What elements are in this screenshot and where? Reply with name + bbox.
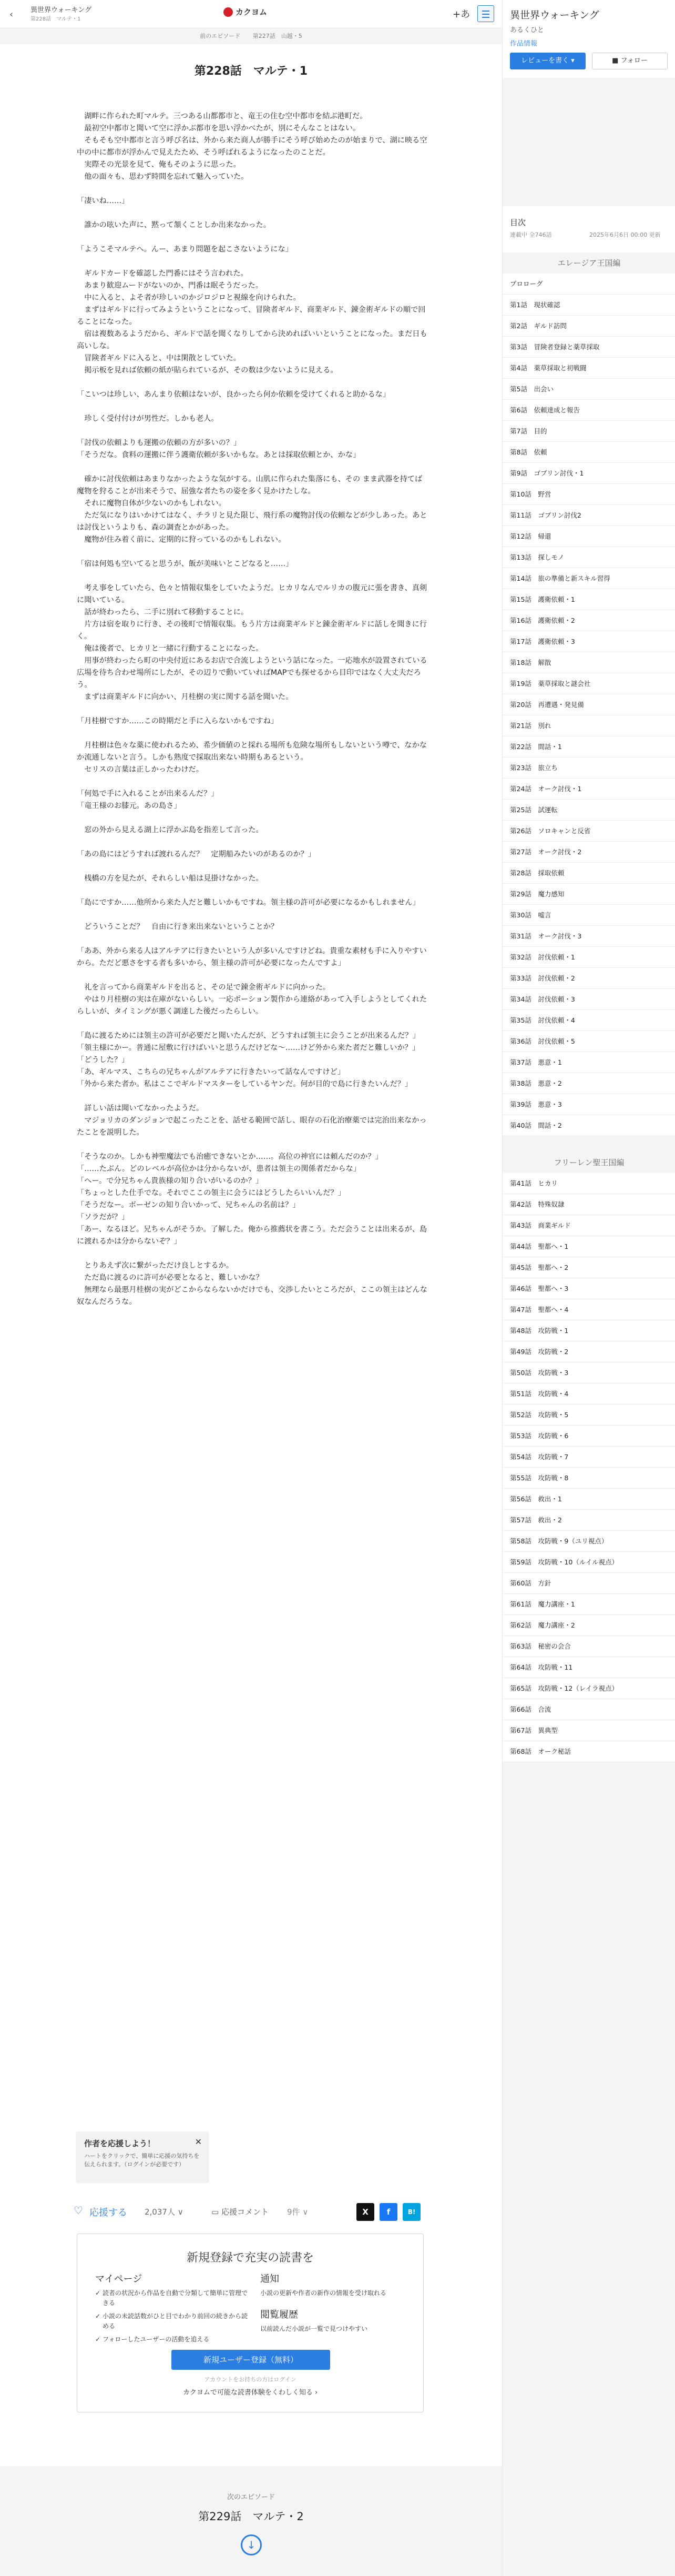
- toc-episode-item[interactable]: 第46話 聖都へ・3: [503, 1278, 675, 1299]
- share-x-button[interactable]: X: [356, 2203, 374, 2221]
- episode-paragraph: 「外から来た者か。私はここでギルドマスターをしているヤンだ。何が目的で島に行きたいんだ？」: [77, 1080, 413, 1088]
- toc-episode-item[interactable]: 第49話 攻防戦・2: [503, 1341, 675, 1362]
- learn-more-label: カクヨムで可能な読書体験をくわしく知る: [182, 2389, 313, 2397]
- toc-episode-item[interactable]: 第55話 攻防戦・8: [503, 1468, 675, 1489]
- toc-episode-item[interactable]: 第30話 嘘言: [503, 905, 675, 926]
- cheer-tooltip: [76, 2131, 209, 2183]
- cheer-button[interactable]: 応援する: [89, 2207, 127, 2218]
- chevron-left-icon[interactable]: ‹: [9, 9, 14, 20]
- episode-paragraph: そもそも空中都市と言う呼び名は、外から来た商人が勝手にそう呼び始めたのが始まりで、湖に映る空中の中に都市が浮かんで見えたため、そう呼ばれるようになったのことだ。: [77, 136, 427, 157]
- episode-paragraph: セリスの言葉は正しかったわけだ。: [84, 765, 203, 774]
- register-card: [77, 2234, 424, 2412]
- episode-paragraph: 考え事をしていたら、色々と情報収集をしていたようだ。ヒカリなんでルリカの腹元に張を書き、真剣に聞いている。: [77, 584, 427, 604]
- episode-paragraph: 最初空中都市と聞いて空に浮かぶ都市を思い浮かべたが、別にそんなことはない。: [84, 124, 361, 133]
- episode-title: 第228話 マルテ・1: [194, 65, 308, 78]
- episode-paragraph: 「こいつは珍しい、あんまり依頼はないが、良かったら何か依頼を受けてくれると助かるな」: [77, 390, 390, 399]
- toc-episode-item[interactable]: 第3話 冒険者登録と薬草採取: [503, 337, 675, 358]
- episode-paragraph: 中に入ると、よそ者が珍しいのかジロジロと視線を向けられた。: [84, 294, 301, 302]
- toc-episode-item[interactable]: 第42話 特殊奴隷: [503, 1194, 675, 1215]
- episode-paragraph: [77, 546, 428, 558]
- toc-episode-item[interactable]: 第23話 旅立ち: [503, 757, 675, 779]
- episode-paragraph: 実際その光景を見て、俺もそのように思った。: [84, 160, 241, 169]
- episode-paragraph: 「……たぶん。どのレベルが高位かは分からないが、患者は領主の関係者だからな」: [77, 1165, 361, 1173]
- comment-label: 応援コメント: [221, 2207, 269, 2217]
- review-label: レビューを書く: [521, 57, 569, 65]
- toc-episode-item[interactable]: 第68話 オーク秘話: [503, 1741, 675, 1762]
- episode-paragraph: [77, 836, 428, 848]
- episode-paragraph: [77, 776, 428, 788]
- toc-episode-item[interactable]: 第17話 護衛依頼・3: [503, 631, 675, 652]
- toc-episode-item[interactable]: 第31話 オーク討伐・3: [503, 926, 675, 947]
- episode-paragraph: [77, 231, 428, 244]
- episode-paragraph: [77, 1018, 428, 1030]
- toc-episode-item[interactable]: 第5話 出会い: [503, 379, 675, 400]
- toc-episode-item[interactable]: 第65話 攻防戦・12（レイラ視点）: [503, 1678, 675, 1699]
- episode-paragraph: 「そうだな。食料の運搬に伴う護衛依頼が多いかもな。あとは採取依頼とか、かな」: [77, 451, 361, 459]
- sidebar-work-title[interactable]: 異世界ウォーキング: [510, 9, 599, 21]
- episode-paragraph: 確かに討伐依頼はあまりなかったような気がする。山肌に作られた集落にも、その まま武器を持てば魔物を狩ることが出来そうで、屈強な者たちの姿を多く見かけたしな。: [77, 475, 423, 496]
- next-episode-title[interactable]: 第229話 マルテ・2: [198, 2510, 304, 2523]
- episode-paragraph: 俺は後者で、ヒカリと一緒に行動することになった。: [84, 644, 263, 653]
- toc-episode-item[interactable]: 第15話 護衛依頼・1: [503, 589, 675, 610]
- episode-paragraph: ギルドカードを確認した門番にはそう言われた。: [84, 269, 248, 278]
- episode-paragraph: 「そうなのか。しかも神聖魔法でも治癒できないとか……。高位の神官には頼んだのか？」: [77, 1153, 383, 1161]
- toc-episode-item[interactable]: 第26話 ソロキャンと反省: [503, 821, 675, 842]
- cheer-title: 作者を応援しよう！: [84, 2139, 156, 2148]
- toc-episode-item[interactable]: 第63話 秘密の会合: [503, 1636, 675, 1657]
- toc-episode-item[interactable]: 第25話 試運転: [503, 800, 675, 821]
- history-heading: 閲覧履歴: [260, 2309, 298, 2320]
- episode-paragraph: 「討伐の依頼よりも運搬の依頼の方が多いの？」: [77, 439, 241, 447]
- toc-chapter-title: フリーレン聖王国編: [554, 1158, 625, 1167]
- episode-paragraph: 「あ、ギルマス、こちらの兄ちゃんがアルテアに行きたいって話なんですけど」: [77, 1068, 345, 1076]
- logo-mark-icon: [223, 7, 233, 17]
- toc-episode-item[interactable]: 第54話 攻防戦・7: [503, 1447, 675, 1468]
- sidebar-author[interactable]: あるくひと: [510, 26, 545, 34]
- share-hatena-button[interactable]: B!: [403, 2203, 421, 2221]
- episode-paragraph: あまり歓迎ムードがないのか、門番は眠そうだった。: [84, 281, 263, 290]
- logo-text: カクヨム: [236, 7, 268, 17]
- episode-paragraph: 窓の外から見える湖上に浮かぶ島を指差して言った。: [84, 826, 263, 834]
- toc-episode-item[interactable]: 第51話 攻防戦・4: [503, 1383, 675, 1405]
- episode-paragraph: 「そうだなー。ボーゼンの知り合いかって、兄ちゃんの名前は？」: [77, 1201, 300, 1209]
- toc-episode-item[interactable]: 第40話 間話・2: [503, 1115, 675, 1136]
- mypage-section: [95, 2274, 253, 2345]
- prev-episode-title[interactable]: 第227話 山越・5: [252, 33, 302, 39]
- toc-episode-item[interactable]: 第27話 オーク討伐・2: [503, 842, 675, 863]
- episode-paragraph: まずは商業ギルドに向かい、月桂樹の実に関する話を聞いた。: [84, 693, 293, 701]
- episode-paragraph: どういうことだ？ 自由に行き来出来ないということか？: [84, 923, 279, 931]
- close-icon[interactable]: ✕: [195, 2137, 202, 2147]
- notify-section: [260, 2274, 407, 2334]
- toc-episode-item[interactable]: 第10話 野営: [503, 484, 675, 505]
- heart-icon[interactable]: ♡: [74, 2204, 83, 2217]
- header-episode-subtitle: 第228話 マルテ・1: [30, 16, 81, 22]
- episode-paragraph: [77, 401, 428, 413]
- toc-episode-item[interactable]: 第38話 悪意・2: [503, 1073, 675, 1094]
- episode-paragraph: 詳しい話は聞いてなかったようだ。: [84, 1104, 204, 1113]
- action-bar: [74, 2199, 426, 2222]
- toc-episode-item[interactable]: 第18話 解散: [503, 652, 675, 673]
- episode-paragraph: 桟橋の方を見たが、それらしい船は見掛けなかった。: [84, 874, 263, 883]
- episode-paragraph: まずはギルドに行ってみようということになって、冒険者ギルド、商業ギルド、錬金術ギルドの順で回ることになった。: [77, 306, 426, 326]
- toc-episode-item[interactable]: 第62話 魔力講座・2: [503, 1615, 675, 1636]
- mypage-item: ✓ 読者の状況から作品を自動で分類して簡単に管理できる: [95, 2288, 253, 2308]
- episode-paragraph: [77, 885, 428, 897]
- toc-episode-item[interactable]: 第14話 旅の準備と新スキル習得: [503, 568, 675, 589]
- next-episode-label: 次のエピソード: [227, 2493, 275, 2501]
- episode-paragraph: 誰かの呟いた声に、黙って頷くことしか出来なかった。: [84, 221, 271, 229]
- episode-paragraph: 片方は宿を取りに行き、その後町で情報収集。もう片方は商業ギルドと錬金術ギルドに話しを聞きに行く。: [77, 620, 427, 641]
- episode-paragraph: [77, 461, 428, 473]
- episode-paragraph: 「あの島にはどうすれば渡れるんだ？ 定期船みたいのがあるのか？」: [77, 850, 316, 858]
- episode-paragraph: 魔物が住み着く前に、定期的に狩っているのかもしれない。: [84, 536, 286, 544]
- sidebar: [502, 0, 675, 2576]
- episode-paragraph: 「島に渡るためには領主の許可が必要だと聞いたんだが、どうすれば領主に会うことが出来るんだ？」: [77, 1032, 420, 1040]
- toc-chapter-title: エレージア王国編: [557, 258, 621, 268]
- cheer-count-value: 2,037人: [145, 2207, 175, 2217]
- font-size-toggle[interactable]: +あ: [453, 9, 471, 20]
- episode-paragraph: 話が終わったら、二手に別れて移動することに。: [84, 608, 249, 617]
- toc-episode-item[interactable]: 第22話 間話・1: [503, 736, 675, 757]
- episode-list: [503, 0, 675, 2576]
- toc-episode-item[interactable]: 第2話 ギルド訪問: [503, 316, 675, 337]
- toc-episode-item[interactable]: 第64話 攻防戦・11: [503, 1657, 675, 1678]
- toc-episode-item[interactable]: 第45話 聖都へ・2: [503, 1257, 675, 1278]
- episode-paragraph: [77, 1090, 428, 1103]
- menu-icon[interactable]: [477, 5, 494, 22]
- toc-episode-item[interactable]: 第16話 護衛依頼・2: [503, 610, 675, 631]
- toc-episode-item[interactable]: 第50話 攻防戦・3: [503, 1362, 675, 1383]
- toc-episode-item[interactable]: 第44話 聖都へ・1: [503, 1236, 675, 1257]
- episode-paragraph: 冒険者ギルドに入ると、中は閑散としていた。: [84, 354, 241, 362]
- episode-paragraph: 「宿は何処も空いてると思うが、飯が美味いとこどなると……」: [77, 560, 293, 568]
- kakuyomu-logo[interactable]: [223, 6, 267, 17]
- episode-paragraph: 「ソラだが？」: [77, 1213, 129, 1221]
- login-link[interactable]: アカウントをお持ちの方はログイン: [204, 2376, 296, 2383]
- toc-episode-item[interactable]: 第39話 悪意・3: [503, 1094, 675, 1115]
- episode-paragraph: [77, 969, 428, 982]
- toc-episode-item[interactable]: 第67話 異典型: [503, 1720, 675, 1741]
- breadcrumb: [0, 28, 502, 44]
- episode-paragraph: 「ようこそマルテへ。んー、あまり問題を起こさないようにな」: [77, 245, 293, 254]
- episode-paragraph: 「ちょっとした仕手でな。それでここの領主に会うにはどうしたらいいんだ？」: [77, 1189, 345, 1197]
- toc-episode-item[interactable]: 第12話 帰還: [503, 526, 675, 547]
- learn-more-link[interactable]: カクヨムで可能な読書体験をくわしく知る ›: [182, 2389, 318, 2397]
- episode-paragraph: 「領主様にかー。普通に屋敷に行けばいいと思うんだけどな～……けど外から来た者だと難しいか？」: [77, 1044, 420, 1052]
- next-episode-section[interactable]: [0, 2466, 502, 2576]
- toc-episode-item[interactable]: 第32話 討伐依頼・1: [503, 947, 675, 968]
- cheer-description: ハートをクリックで、簡単に応援の気持ちを伝えられます。（ログインが必要です）: [84, 2153, 200, 2168]
- episode-paragraph: 宿は複数あるようだから、ギルドで話を聞くなりしてから決めればいいということになった。まだ日も高いしな。: [77, 330, 427, 350]
- notify-description: 小説の更新や作者の新作の情報を受け取れる: [260, 2289, 387, 2297]
- episode-paragraph: ただ島に渡るのに許可が必要となると、難しいかな？: [84, 1274, 263, 1282]
- mypage-item: ✓ 小説の未読話数がひと目でわかり前回の続きから読める: [95, 2311, 253, 2331]
- comment-count-value: 9件: [287, 2207, 300, 2217]
- episode-paragraph: 湖畔に作られた町マルテ。三つある山都都市と、竜王の住む空中都市を結ぶ港町だ。: [84, 112, 367, 120]
- episode-paragraph: 珍しく受付付けが男性だ。しかも老人。: [84, 415, 219, 423]
- episode-paragraph: 月桂樹は色々な薬に使われるため、希少価値のと採れる場所も危険な場所もしないという噂で、なかなか流通しないと言う。しかも熟度で採取出来ない時期もあるという。: [77, 741, 427, 762]
- toc-episode-item[interactable]: 第58話 攻防戦・9（ユリ視点）: [503, 1531, 675, 1552]
- toc-episode-item[interactable]: 第7話 目的: [503, 421, 675, 442]
- episode-paragraph: とりあえず次に繋がっただけ良しとするか。: [84, 1261, 233, 1270]
- toc-episode-item[interactable]: プロローグ: [503, 274, 675, 295]
- toc-episode-item[interactable]: 第59話 攻防戦・10（ルイル視点）: [503, 1552, 675, 1573]
- episode-paragraph: 掲示板を見れば依頼の紙が貼られているが、その数は少ないように見える。: [84, 366, 338, 375]
- episode-paragraph: [77, 909, 428, 921]
- register-title: 新規登録で充実の読書を: [186, 2251, 314, 2265]
- episode-paragraph: [77, 570, 428, 582]
- episode-paragraph: 「へー。で分兄ちゃん貴族様の知り合いがいるのか？」: [77, 1177, 263, 1185]
- toc-episode-item[interactable]: 第36話 討伐依頼・5: [503, 1031, 675, 1052]
- episode-paragraph: 他の面々も、思わず時間を忘れて魅入っていた。: [84, 173, 249, 181]
- toc-episode-item[interactable]: 第56話 救出・1: [503, 1489, 675, 1510]
- mypage-item: ✓ フォローしたユーザーの活動を追える: [95, 2335, 253, 2345]
- episode-paragraph: [77, 207, 428, 219]
- write-review-button[interactable]: レビューを書く ▾: [510, 53, 586, 69]
- episode-paragraph: 礼を言ってから商業ギルドを出ると、その足で錬金術ギルドに向かった。: [84, 983, 331, 992]
- episode-paragraph: [77, 1248, 428, 1260]
- top-header: [0, 0, 502, 28]
- toc-episode-item[interactable]: 第47話 聖都へ・4: [503, 1299, 675, 1320]
- toc-status: 連載中 全746話: [510, 231, 552, 238]
- episode-paragraph: 無理なら最悪月桂樹の実がどこからならないかだけでも、交渉したいところだが、ここの領主はどんな奴なんだろうな。: [77, 1286, 427, 1306]
- cheer-count[interactable]: 2,037人 ∨: [145, 2207, 183, 2217]
- toc-episode-item[interactable]: 第8話 依頼: [503, 442, 675, 463]
- toc-episode-item[interactable]: 第34話 討伐依頼・3: [503, 989, 675, 1010]
- toc-episode-item[interactable]: 第53話 攻防戦・6: [503, 1426, 675, 1447]
- episode-paragraph: [77, 377, 428, 389]
- episode-paragraph: 用事が終わったら町の中央付近にあるお店で合流しようという話になった。一応地水が設置されている広場を待ち合わせ場所にしたが、その辺りで動いていればMAPでも探せるから目印ではなく大丈夫だろう。: [77, 656, 427, 689]
- episode-paragraph: 「何処で手に入れることが出来るんだ？」: [77, 790, 219, 798]
- follow-label: フォロー: [620, 57, 648, 65]
- episode-paragraph: [77, 425, 428, 437]
- episode-paragraph: やはり月桂樹の実は在庫がないらしい。一応ポーション製作から連絡があって入手しようとしてくれたらしいが、タイミングが悪く調達した後だったらしい。: [77, 995, 427, 1016]
- toc-episode-item[interactable]: 第29話 魔力感知: [503, 884, 675, 905]
- toc-episode-item[interactable]: 第33話 討伐依頼・2: [503, 968, 675, 989]
- toc-heading: 目次: [510, 218, 526, 227]
- toc-episode-item[interactable]: 第60話 方針: [503, 1573, 675, 1594]
- toc-episode-item[interactable]: 第6話 依頼達成と報告: [503, 400, 675, 421]
- toc-episode-item[interactable]: 第66話 合流: [503, 1699, 675, 1720]
- prev-episode-link[interactable]: 前のエピソード: [200, 33, 241, 39]
- episode-paragraph: [77, 933, 428, 945]
- toc-episode-item[interactable]: 第43話 商業ギルド: [503, 1215, 675, 1236]
- toc-episode-item[interactable]: 第24話 オーク討伐・1: [503, 779, 675, 800]
- toc-episode-item[interactable]: 第37話 悪意・1: [503, 1052, 675, 1073]
- episode-body: [77, 110, 428, 1308]
- episode-paragraph: [77, 812, 428, 824]
- toc-episode-item[interactable]: 第19話 薬草採取と謎会社: [503, 673, 675, 694]
- episode-paragraph: マジョリカのダンジョンで起こったことを、話せる範囲で話し、眼存の石化治療薬では完治出来なかったことを説明した。: [77, 1116, 427, 1137]
- episode-paragraph: [77, 861, 428, 873]
- history-description: 以前読んだ小説が一覧で見つけやすい: [260, 2325, 368, 2332]
- comment-button[interactable]: ▭ 応援コメント: [211, 2207, 269, 2217]
- episode-paragraph: [77, 728, 428, 740]
- episode-paragraph: [77, 703, 428, 715]
- episode-paragraph: 「月桂樹ですか……この時期だと手に入らないかもですね」: [77, 717, 279, 725]
- toc-episode-item[interactable]: 第48話 攻防戦・1: [503, 1320, 675, 1341]
- episode-paragraph: [77, 256, 428, 268]
- episode-paragraph: 「竜王様のお膝元。あの島さ」: [77, 802, 181, 810]
- toc-episode-item[interactable]: 第61話 魔力講座・1: [503, 1594, 675, 1615]
- arrow-down-icon[interactable]: ↓: [241, 2534, 262, 2555]
- toc-episode-item[interactable]: 第41話 ヒカリ: [503, 1173, 675, 1194]
- mypage-heading: マイページ: [95, 2274, 142, 2285]
- episode-paragraph: 「あー、なるほど。兄ちゃんがそうか。了解した。俺から推薦状を書こう。ただ会うことは出来るが、島に渡れるかは分からないぞ？」: [77, 1225, 427, 1246]
- episode-paragraph: 「どうした？」: [77, 1056, 129, 1064]
- header-work-title[interactable]: 異世界ウォーキング: [30, 6, 92, 14]
- toc-episode-item[interactable]: 第13話 探しモノ: [503, 547, 675, 568]
- episode-paragraph: 「島にですか……他所から来た人だと難しいかもですね。領主様の許可が必要になるかもしれません」: [77, 898, 420, 907]
- episode-paragraph: 「ああ、外から来る人はアルテアに行きたいという人が多いんですけどね。貴重な素材も手に入りやすいから。ただど悪さをする者も多いから、領主様の許可が必要になったんですよ」: [77, 947, 427, 967]
- toc-episode-item[interactable]: 第21話 別れ: [503, 715, 675, 736]
- work-info-link[interactable]: 作品情報: [510, 40, 538, 48]
- share-facebook-button[interactable]: f: [380, 2203, 397, 2221]
- toc-episode-item[interactable]: 第9話 ゴブリン討伐・1: [503, 463, 675, 484]
- episode-paragraph: [77, 183, 428, 195]
- register-button[interactable]: 新規ユーザー登録（無料）: [171, 2350, 330, 2370]
- comment-count[interactable]: 9件 ∨: [287, 2207, 309, 2217]
- toc-updated: 2025年6月6日 00:00 更新: [589, 231, 661, 238]
- toc-episode-item[interactable]: 第4話 薬草採取と初戦闘: [503, 358, 675, 379]
- follow-icon: ■: [612, 57, 619, 65]
- toc-episode-item[interactable]: 第57話 救出・2: [503, 1510, 675, 1531]
- episode-paragraph: [77, 1139, 428, 1151]
- toc-episode-item[interactable]: 第52話 攻防戦・5: [503, 1405, 675, 1426]
- toc-episode-item[interactable]: 第35話 討伐依頼・4: [503, 1010, 675, 1031]
- toc-episode-item[interactable]: 第20話 再遭遇・発見備: [503, 694, 675, 715]
- toc-episode-item[interactable]: 第28話 採取依頼: [503, 863, 675, 884]
- episode-paragraph: ただ気になりはいかけてはなく、チラリと見た限じ、飛行系の魔物討伐の依頼などが少しあった。あとは討伐というよりも、森の調査とかがあった。: [77, 511, 427, 532]
- notify-heading: 通知: [260, 2274, 279, 2285]
- toc-episode-item[interactable]: 第1話 現状確認: [503, 295, 675, 316]
- toc-episode-item[interactable]: 第11話 ゴブリン討伐2: [503, 505, 675, 526]
- episode-paragraph: それに魔物自体が少ないのかもしれない。: [84, 499, 226, 508]
- episode-paragraph: 「凄いね……」: [77, 197, 129, 205]
